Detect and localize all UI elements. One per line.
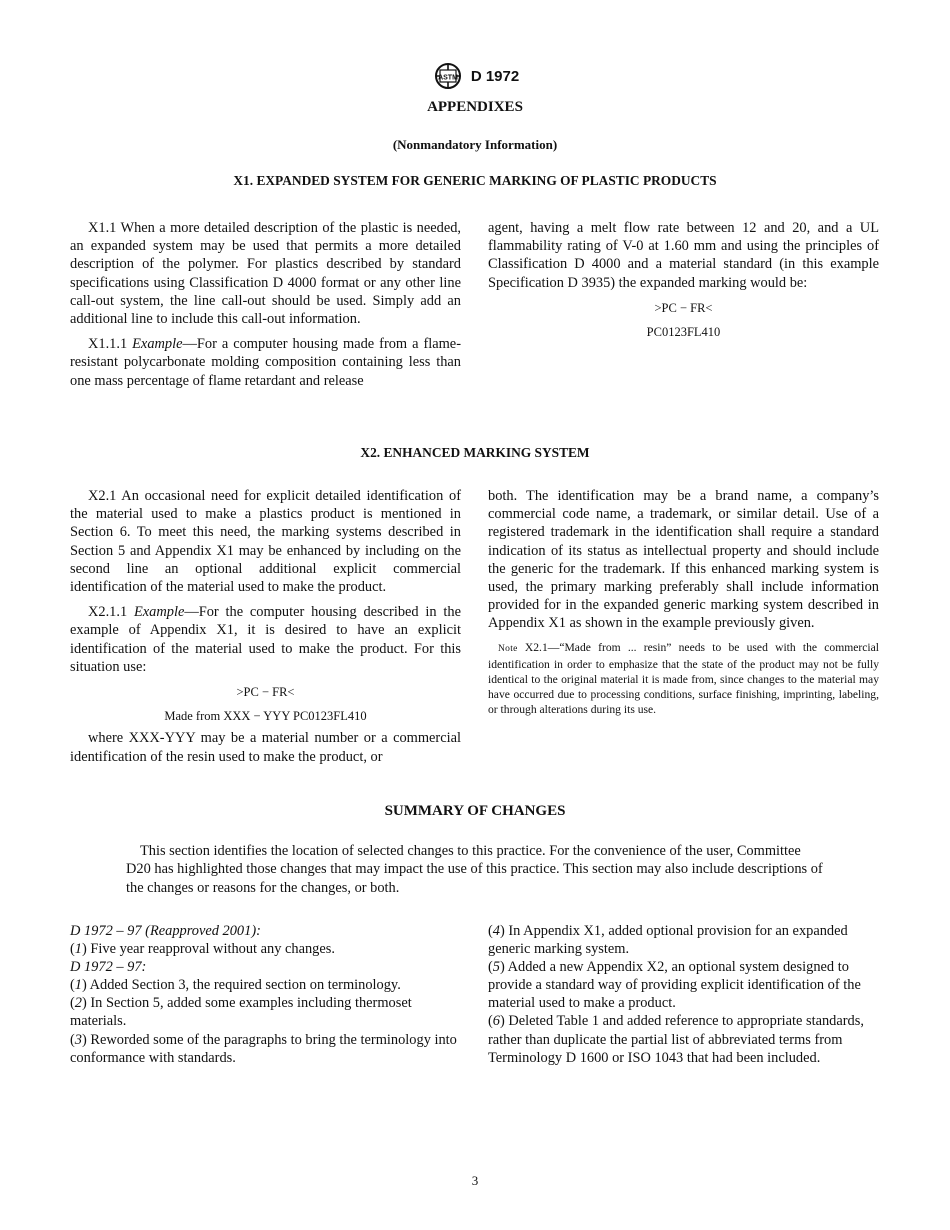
- change-heading: D 1972 – 97:: [70, 959, 147, 976]
- x1-paragraph-2-cont: agent, having a melt flow rate between 12 and 20, and a UL flammability rating of V-0 at 1.60 mm and using the principles of Classification D 4000 and a material standard (in this example Specification D 3935) the expanded marking would be:: [488, 220, 879, 291]
- x2-paragraph-3-start: where XXX-YYY may be a material number or a commercial identification of the resin used to make the product, or: [70, 730, 461, 765]
- x2-paragraph-3-cont: both. The identification may be a brand name, a company’s commercial code name, a trademark, or similar detail. Use of a registered trademark in the identification shall require a standard indication of its status as intellectual property and should include the generic for the trademark. If this enhanced marking system is used, the primary marking preferably shall include information provided for in the expanded generic marking system described in Appendix X1 as shown in the example previously given.: [488, 488, 879, 632]
- summary-title: SUMMARY OF CHANGES: [384, 803, 566, 819]
- x1-paragraph-2-start: X1.1.1 Example—For a computer housing made from a flame-resistant polycarbonate molding composition containing less than one mass percentage of flame retardant and release: [70, 336, 461, 389]
- x1-title: X1. EXPANDED SYSTEM FOR GENERIC MARKING OF PLASTIC PRODUCTS: [233, 173, 717, 188]
- x2-left-column: [70, 487, 461, 773]
- svg-text:ASTM: ASTM: [437, 74, 458, 82]
- change-item: (3) Reworded some of the paragraphs to bring the terminology into conformance with standards.: [70, 1031, 457, 1066]
- x1-right-column: [488, 219, 879, 345]
- x2-paragraph-2: X2.1.1 Example—For the computer housing described in the example of Appendix X1, it is desired to have an explicit identification of the material used to make the product. For this situation use:: [70, 604, 461, 675]
- change-item: (2) In Section 5, added some examples including thermoset materials.: [70, 995, 412, 1030]
- change-item: (1) Added Section 3, the required section on terminology.: [70, 977, 401, 994]
- x1-marking-line-1: >PC − FR<: [654, 300, 713, 315]
- appendixes-title: APPENDIXES: [427, 99, 523, 115]
- astm-logo: [431, 62, 465, 90]
- change-item: (4) In Appendix X1, added optional provision for an expanded generic marking system.: [488, 923, 848, 958]
- x2-note: Note X2.1—“Made from ... resin” needs to be used with the commercial identification in order to emphasize that the state of the product may not be fully identical to the original material it is made from, since changes to the material may have occurred due to processing conditions, surface finishing, imprinting, labeling, or through alterations during its use.: [488, 640, 879, 717]
- nonmandatory-label: (Nonmandatory Information): [392, 137, 558, 152]
- changes-left-column: [70, 922, 461, 1067]
- page-header: [0, 62, 950, 95]
- x1-paragraph-1: X1.1 When a more detailed description of the plastic is needed, an expanded system may be used that permits a more detailed description of the polymer. For plastics described by standard specifications using Classification D 4000 format or any other line call-out system, the line call-out should be used. Simply add an additional line to include this call-out information.: [70, 220, 461, 328]
- change-item: (6) Deleted Table 1 and added reference to appropriate standards, rather than duplicate the partial list of abbreviated terms from Terminology D 1600 or ISO 1043 that had been included.: [488, 1013, 864, 1066]
- x1-left-column: [70, 219, 461, 397]
- document-id: D 1972: [470, 67, 520, 85]
- x2-title: X2. ENHANCED MARKING SYSTEM: [360, 445, 590, 460]
- change-item: (1) Five year reapproval without any changes.: [70, 941, 335, 958]
- changes-right-column: [488, 922, 879, 1067]
- x2-marking-line-1: >PC − FR<: [236, 685, 295, 700]
- note-label: Note: [498, 643, 518, 654]
- summary-intro: This section identifies the location of selected changes to this practice. For the convenience of the user, Committee D20 has highlighted those changes that may impact the use of this practice. This section may also include descriptions of the changes or reasons for the changes, or both.: [126, 843, 823, 896]
- x2-right-column: [488, 487, 879, 725]
- page-number: 3: [471, 1173, 479, 1188]
- change-heading: D 1972 – 97 (Reapproved 2001):: [70, 923, 261, 939]
- x2-paragraph-1: X2.1 An occasional need for explicit detailed identification of the material used to make a plastics product is mentioned in Section 6. To meet this need, the marking systems described in Section 5 and Appendix X1 may be enhanced by including on the second line an optional additional explicit commercial identification of the material used to make the product.: [70, 488, 461, 596]
- x2-marking-line-2: Made from XXX − YYY PC0123FL410: [164, 709, 367, 724]
- x1-marking-line-2: PC0123FL410: [646, 325, 721, 340]
- change-item: (5) Added a new Appendix X2, an optional system designed to provide a standard way of providing explicit identification of the material used to make a product.: [488, 959, 861, 1012]
